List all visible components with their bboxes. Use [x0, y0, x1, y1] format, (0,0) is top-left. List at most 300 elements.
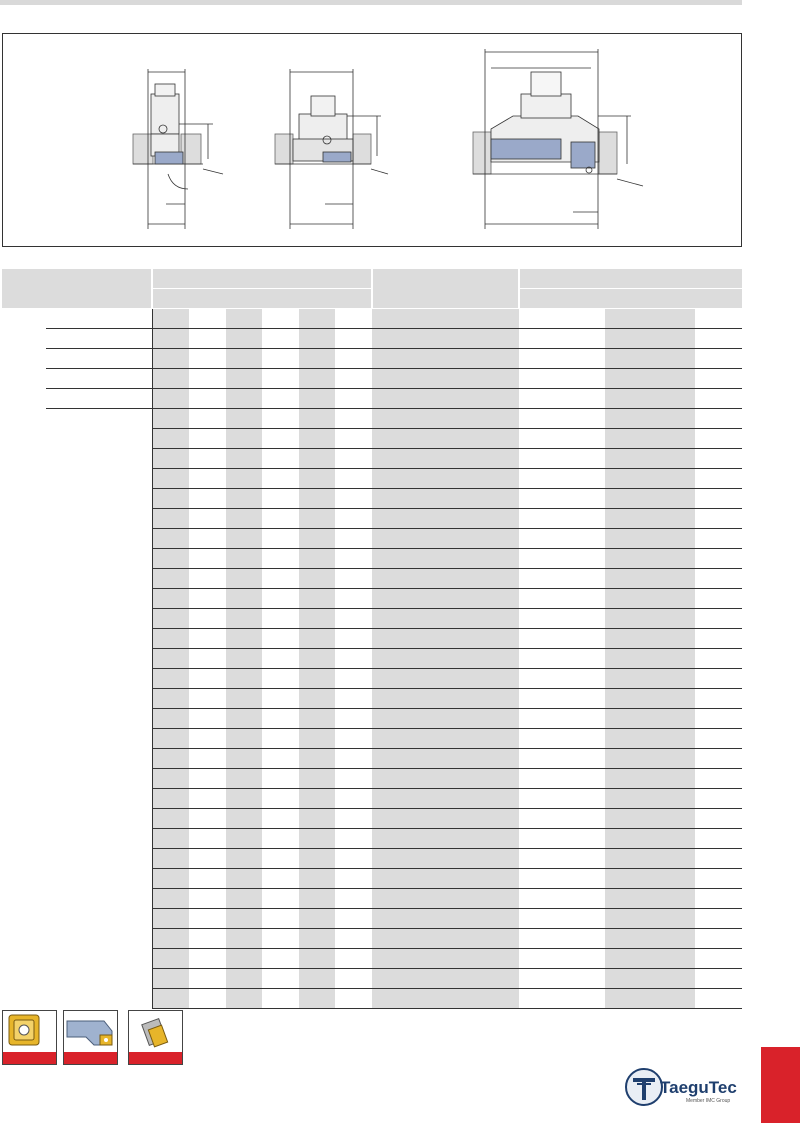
technical-drawing — [3, 34, 743, 248]
middle-cell — [372, 649, 519, 669]
row-spacer — [2, 969, 46, 989]
dimension-cell — [226, 609, 262, 629]
part-cell — [519, 589, 605, 609]
row-designation-cell — [46, 309, 152, 329]
dimension-cell — [152, 609, 189, 629]
dimension-cell — [152, 369, 189, 389]
dimension-cell — [189, 549, 226, 569]
table-row — [2, 529, 742, 549]
part-cell — [605, 329, 695, 349]
part-cell — [605, 649, 695, 669]
part-cell — [605, 529, 695, 549]
dimension-cell — [226, 329, 262, 349]
dimension-cell — [226, 589, 262, 609]
dimension-cell — [189, 569, 226, 589]
middle-cell — [372, 429, 519, 449]
dimension-cell — [152, 709, 189, 729]
dimension-cell — [299, 769, 335, 789]
dimension-cell — [299, 589, 335, 609]
row-designation-cell — [46, 749, 152, 769]
middle-cell — [372, 789, 519, 809]
dimension-cell — [226, 529, 262, 549]
part-cell — [605, 369, 695, 389]
dimension-cell — [152, 469, 189, 489]
part-cell — [695, 929, 742, 949]
table-row — [2, 449, 742, 469]
dimension-cell — [152, 869, 189, 889]
part-cell — [519, 309, 605, 329]
dimension-cell — [226, 709, 262, 729]
dimension-cell — [152, 989, 189, 1009]
row-spacer — [2, 529, 46, 549]
dimension-cell — [152, 489, 189, 509]
row-spacer — [2, 769, 46, 789]
table-header-row — [2, 269, 742, 289]
part-cell — [695, 609, 742, 629]
dimension-cell — [335, 449, 372, 469]
row-spacer — [2, 729, 46, 749]
row-designation-cell — [46, 869, 152, 889]
dimension-cell — [262, 369, 299, 389]
dimension-cell — [189, 309, 226, 329]
dimension-cell — [335, 349, 372, 369]
dimension-cell — [299, 449, 335, 469]
middle-cell — [372, 869, 519, 889]
row-spacer — [2, 989, 46, 1009]
dimension-cell — [299, 409, 335, 429]
dimension-cell — [299, 309, 335, 329]
part-cell — [695, 409, 742, 429]
dimension-cell — [226, 369, 262, 389]
part-cell — [695, 309, 742, 329]
dimension-cell — [189, 629, 226, 649]
top-rule — [0, 0, 742, 5]
row-spacer — [2, 369, 46, 389]
part-cell — [519, 349, 605, 369]
part-cell — [519, 489, 605, 509]
dimension-cell — [335, 769, 372, 789]
middle-cell — [372, 749, 519, 769]
table-row — [2, 629, 742, 649]
dimension-cell — [299, 669, 335, 689]
row-designation-cell — [46, 969, 152, 989]
dimension-cell — [335, 309, 372, 329]
row-designation-cell — [46, 529, 152, 549]
dimension-cell — [335, 969, 372, 989]
part-cell — [519, 549, 605, 569]
row-spacer — [2, 949, 46, 969]
dimension-cell — [189, 669, 226, 689]
part-cell — [519, 869, 605, 889]
dimension-cell — [226, 789, 262, 809]
middle-cell — [372, 569, 519, 589]
part-cell — [519, 809, 605, 829]
dimension-cell — [335, 329, 372, 349]
dimension-cell — [299, 529, 335, 549]
row-designation-cell — [46, 829, 152, 849]
part-cell — [519, 909, 605, 929]
dimension-cell — [152, 789, 189, 809]
part-cell — [695, 669, 742, 689]
row-designation-cell — [46, 609, 152, 629]
dimension-cell — [189, 449, 226, 469]
dimension-cell — [299, 369, 335, 389]
dimension-cell — [226, 489, 262, 509]
part-cell — [695, 949, 742, 969]
dimension-cell — [335, 569, 372, 589]
dimension-cell — [189, 809, 226, 829]
dimension-cell — [299, 549, 335, 569]
dimension-cell — [262, 389, 299, 409]
middle-cell — [372, 909, 519, 929]
part-cell — [519, 849, 605, 869]
row-designation-cell — [46, 929, 152, 949]
dimension-cell — [189, 469, 226, 489]
part-cell — [605, 429, 695, 449]
dimension-cell — [299, 329, 335, 349]
dimension-cell — [226, 989, 262, 1009]
dimension-cell — [262, 849, 299, 869]
dimension-cell — [152, 309, 189, 329]
table-row — [2, 369, 742, 389]
part-cell — [695, 969, 742, 989]
part-cell — [519, 829, 605, 849]
dimension-cell — [152, 889, 189, 909]
dimension-cell — [226, 509, 262, 529]
dimension-cell — [335, 869, 372, 889]
part-cell — [519, 969, 605, 989]
part-cell — [605, 609, 695, 629]
part-cell — [695, 589, 742, 609]
dimension-cell — [335, 369, 372, 389]
row-designation-cell — [46, 949, 152, 969]
dimension-cell — [335, 389, 372, 409]
dimension-cell — [335, 649, 372, 669]
dimension-cell — [152, 929, 189, 949]
row-designation-cell — [46, 909, 152, 929]
row-designation-cell — [46, 769, 152, 789]
part-cell — [605, 569, 695, 589]
part-cell — [695, 569, 742, 589]
part-cell — [605, 849, 695, 869]
dimension-cell — [226, 309, 262, 329]
middle-cell — [372, 549, 519, 569]
dimension-cell — [226, 429, 262, 449]
table-row — [2, 509, 742, 529]
table-row — [2, 889, 742, 909]
dimension-cell — [189, 589, 226, 609]
dimension-cell — [152, 549, 189, 569]
table-row — [2, 349, 742, 369]
part-cell — [605, 869, 695, 889]
part-cell — [695, 389, 742, 409]
part-cell — [605, 829, 695, 849]
dimension-cell — [189, 949, 226, 969]
dimension-cell — [335, 829, 372, 849]
part-cell — [695, 849, 742, 869]
header-middle — [372, 269, 519, 309]
part-cell — [605, 789, 695, 809]
dimension-cell — [262, 689, 299, 709]
middle-cell — [372, 769, 519, 789]
dimension-cell — [335, 509, 372, 529]
dimension-cell — [189, 529, 226, 549]
dimension-cell — [299, 509, 335, 529]
dimension-cell — [262, 829, 299, 849]
dimension-cell — [226, 809, 262, 829]
dimension-cell — [152, 849, 189, 869]
row-spacer — [2, 789, 46, 809]
boring-head-drawings — [2, 33, 742, 247]
middle-cell — [372, 669, 519, 689]
row-designation-cell — [46, 449, 152, 469]
part-cell — [519, 669, 605, 689]
table-row — [2, 329, 742, 349]
part-cell — [695, 649, 742, 669]
middle-cell — [372, 729, 519, 749]
section-tab — [761, 1047, 800, 1123]
row-spacer — [2, 849, 46, 869]
dimension-cell — [226, 469, 262, 489]
dimension-cell — [262, 309, 299, 329]
dimension-cell — [335, 609, 372, 629]
row-designation-cell — [46, 629, 152, 649]
dimension-cell — [226, 949, 262, 969]
dimension-cell — [299, 569, 335, 589]
table-row — [2, 809, 742, 829]
dimension-cell — [189, 729, 226, 749]
dimension-cell — [262, 489, 299, 509]
dimension-cell — [189, 909, 226, 929]
dimension-cell — [262, 869, 299, 889]
row-spacer — [2, 409, 46, 429]
table-row — [2, 469, 742, 489]
table-row — [2, 769, 742, 789]
part-cell — [605, 689, 695, 709]
row-designation-cell — [46, 409, 152, 429]
part-cell — [695, 449, 742, 469]
dimension-cell — [299, 749, 335, 769]
table-row — [2, 429, 742, 449]
part-cell — [605, 629, 695, 649]
part-cell — [695, 869, 742, 889]
dimension-cell — [262, 349, 299, 369]
part-cell — [695, 369, 742, 389]
dimension-cell — [299, 729, 335, 749]
row-spacer — [2, 609, 46, 629]
part-cell — [695, 689, 742, 709]
table-row — [2, 569, 742, 589]
table-row — [2, 649, 742, 669]
middle-cell — [372, 469, 519, 489]
dimension-cell — [189, 769, 226, 789]
dimension-cell — [152, 669, 189, 689]
part-cell — [695, 809, 742, 829]
table-row — [2, 409, 742, 429]
row-designation-cell — [46, 649, 152, 669]
row-designation-cell — [46, 589, 152, 609]
table-row — [2, 849, 742, 869]
dimension-cell — [335, 469, 372, 489]
middle-cell — [372, 949, 519, 969]
large-boring-head-drawing — [473, 49, 643, 229]
dimension-cell — [299, 649, 335, 669]
dimension-cell — [262, 549, 299, 569]
toolholder-icon — [63, 1010, 118, 1065]
part-cell — [519, 449, 605, 469]
part-cell — [695, 489, 742, 509]
table-row — [2, 929, 742, 949]
row-spacer — [2, 629, 46, 649]
dimension-cell — [262, 989, 299, 1009]
part-cell — [519, 429, 605, 449]
part-cell — [605, 749, 695, 769]
dimension-cell — [226, 869, 262, 889]
dimension-cell — [335, 789, 372, 809]
row-spacer — [2, 389, 46, 409]
middle-cell — [372, 449, 519, 469]
header-parts — [519, 269, 742, 289]
row-spacer — [2, 349, 46, 369]
part-cell — [519, 649, 605, 669]
middle-cell — [372, 969, 519, 989]
part-cell — [519, 529, 605, 549]
dimension-cell — [299, 869, 335, 889]
dimension-cell — [189, 789, 226, 809]
part-cell — [605, 909, 695, 929]
dimension-cell — [335, 849, 372, 869]
dimension-cell — [226, 829, 262, 849]
table-row — [2, 709, 742, 729]
dimension-cell — [226, 929, 262, 949]
dimension-cell — [189, 829, 226, 849]
dimension-cell — [335, 489, 372, 509]
row-designation-cell — [46, 329, 152, 349]
dimension-cell — [152, 729, 189, 749]
dimension-cell — [299, 429, 335, 449]
dimension-cell — [152, 529, 189, 549]
part-cell — [519, 929, 605, 949]
part-cell — [605, 349, 695, 369]
dimension-cell — [152, 949, 189, 969]
dimension-cell — [262, 409, 299, 429]
dimension-cell — [262, 469, 299, 489]
dimension-cell — [262, 569, 299, 589]
part-cell — [695, 629, 742, 649]
dimension-cell — [226, 669, 262, 689]
row-spacer — [2, 649, 46, 669]
dimension-cell — [335, 929, 372, 949]
dimension-cell — [299, 889, 335, 909]
subheader-parts — [519, 289, 742, 309]
dimension-cell — [189, 429, 226, 449]
dimension-cell — [152, 509, 189, 529]
table-row — [2, 949, 742, 969]
middle-cell — [372, 509, 519, 529]
dimension-cell — [189, 969, 226, 989]
table-row — [2, 869, 742, 889]
dimension-cell — [152, 749, 189, 769]
dimension-cell — [226, 549, 262, 569]
dimension-cell — [152, 449, 189, 469]
dimension-cell — [152, 329, 189, 349]
row-spacer — [2, 549, 46, 569]
part-cell — [605, 589, 695, 609]
row-spacer — [2, 829, 46, 849]
dimension-cell — [335, 549, 372, 569]
middle-cell — [372, 589, 519, 609]
dimension-cell — [152, 629, 189, 649]
dimension-cell — [262, 669, 299, 689]
row-designation-cell — [46, 849, 152, 869]
dimension-cell — [335, 529, 372, 549]
dimension-cell — [262, 449, 299, 469]
dimension-cell — [152, 829, 189, 849]
dimension-cell — [299, 849, 335, 869]
dimension-cell — [299, 689, 335, 709]
row-spacer — [2, 689, 46, 709]
table-row — [2, 609, 742, 629]
part-cell — [695, 549, 742, 569]
dimension-cell — [152, 809, 189, 829]
row-designation-cell — [46, 709, 152, 729]
dimension-cell — [152, 969, 189, 989]
dimension-cell — [335, 889, 372, 909]
part-cell — [605, 469, 695, 489]
cartridge-icon — [128, 1010, 183, 1065]
part-cell — [605, 489, 695, 509]
middle-cell — [372, 689, 519, 709]
part-cell — [695, 729, 742, 749]
middle-cell — [372, 389, 519, 409]
part-cell — [605, 669, 695, 689]
row-designation-cell — [46, 789, 152, 809]
part-cell — [695, 709, 742, 729]
insert-icon — [2, 1010, 57, 1065]
dimension-cell — [226, 889, 262, 909]
dimension-cell — [335, 989, 372, 1009]
part-cell — [519, 729, 605, 749]
row-spacer — [2, 469, 46, 489]
row-designation-cell — [46, 809, 152, 829]
dimension-cell — [226, 449, 262, 469]
dimension-cell — [299, 389, 335, 409]
row-designation-cell — [46, 429, 152, 449]
row-designation-cell — [46, 489, 152, 509]
dimension-cell — [189, 849, 226, 869]
dimension-cell — [152, 649, 189, 669]
part-cell — [519, 389, 605, 409]
dimension-cell — [226, 349, 262, 369]
middle-cell — [372, 809, 519, 829]
table-row — [2, 829, 742, 849]
part-cell — [519, 609, 605, 629]
dimension-cell — [226, 729, 262, 749]
dimension-cell — [335, 409, 372, 429]
part-cell — [519, 509, 605, 529]
middle-cell — [372, 489, 519, 509]
row-designation-cell — [46, 669, 152, 689]
row-spacer — [2, 309, 46, 329]
row-designation-cell — [46, 349, 152, 369]
dimension-cell — [189, 869, 226, 889]
part-cell — [695, 909, 742, 929]
table-row — [2, 729, 742, 749]
row-spacer — [2, 669, 46, 689]
dimension-cell — [189, 389, 226, 409]
part-cell — [695, 989, 742, 1009]
part-cell — [519, 889, 605, 909]
